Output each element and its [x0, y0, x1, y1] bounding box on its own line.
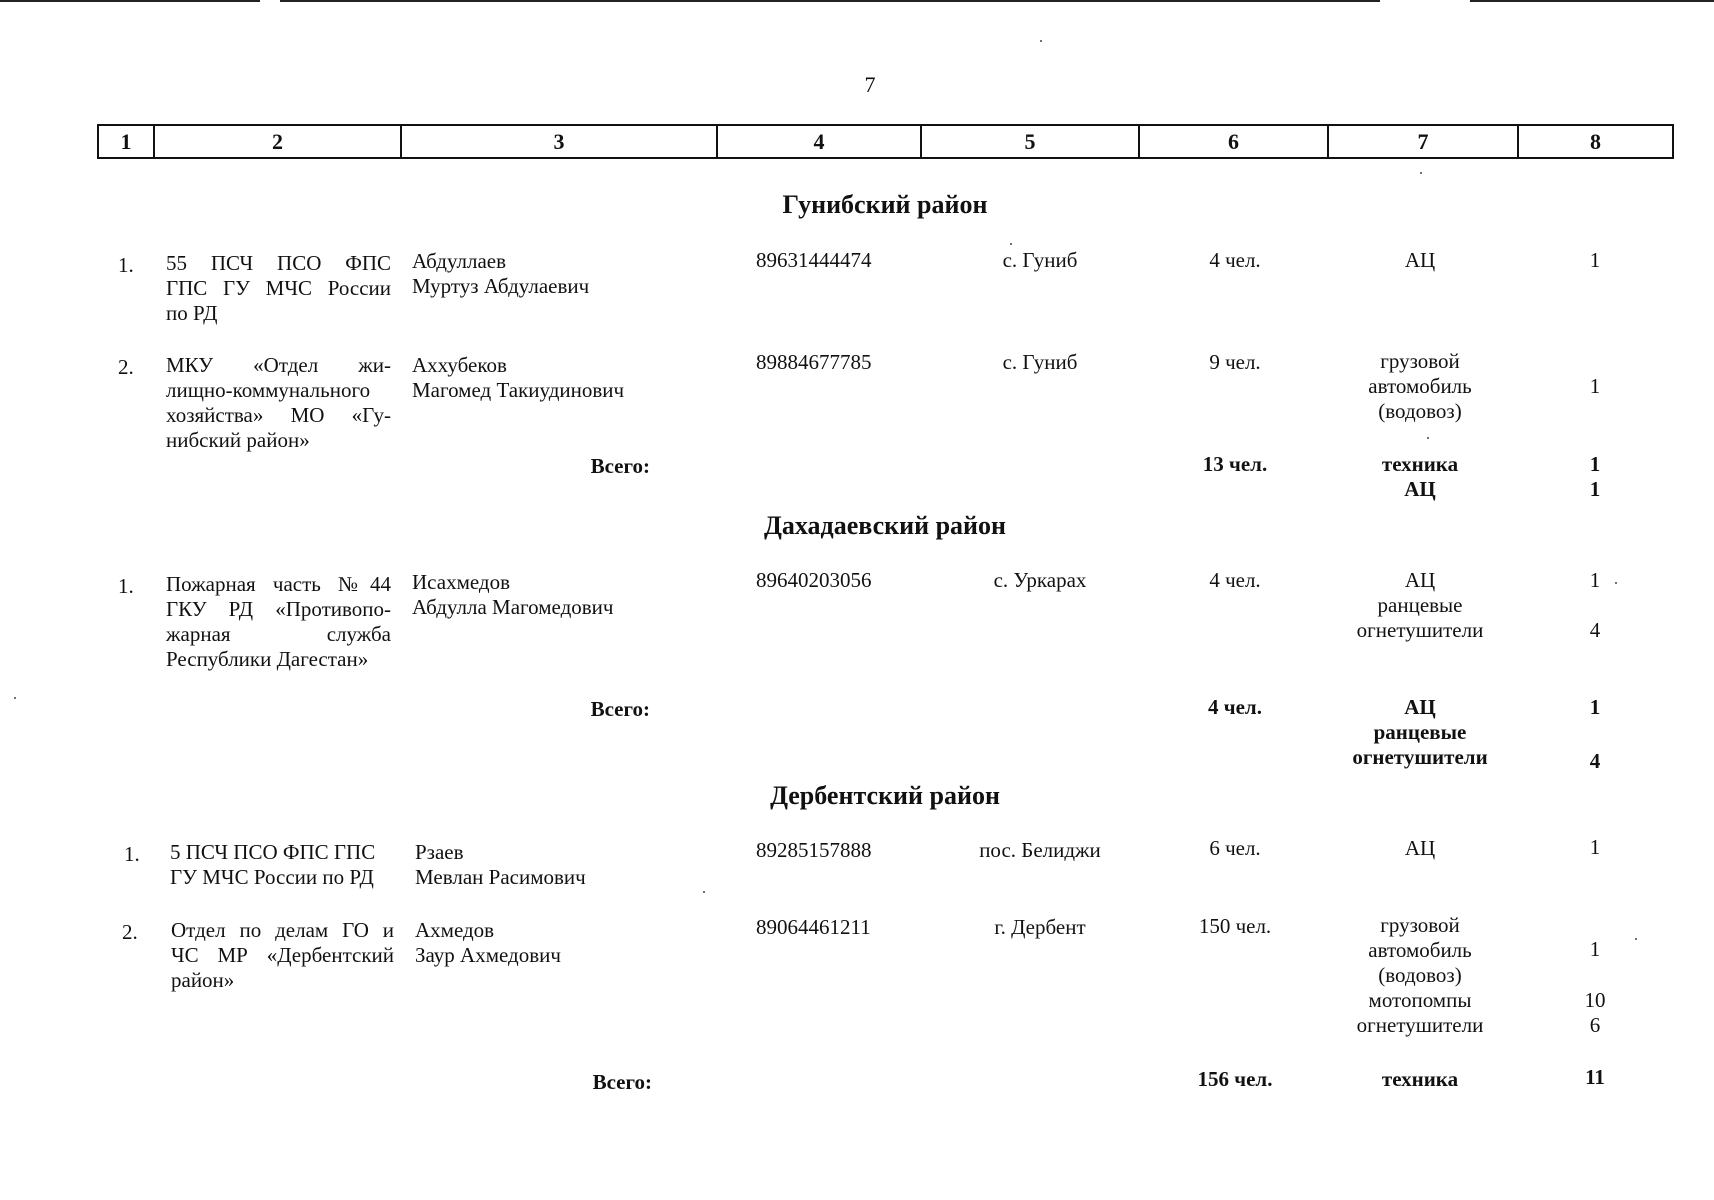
total-equipment-count: 4	[1589, 749, 1601, 773]
total-label: Всего:	[592, 1070, 652, 1094]
total-equipment-list	[1320, 452, 1520, 502]
row-number: 2.	[122, 920, 138, 944]
organization-line: 5 ПСЧ ПСО ФПС ГПС	[170, 840, 376, 864]
phone-cell: 89064461211	[756, 915, 871, 939]
location-cell: с. Гуниб	[1002, 248, 1078, 272]
equipment-count: 10	[1584, 988, 1606, 1012]
person-name: Муртуз Абдулаевич	[412, 274, 590, 298]
row-number: 1.	[124, 842, 140, 866]
district-heading: Дербентский район	[770, 781, 1000, 810]
equipment-item: грузовой	[1380, 349, 1460, 373]
total-equipment-count: 11	[1585, 1065, 1605, 1089]
scan-speck	[14, 697, 16, 699]
phone-cell: 89285157888	[756, 838, 872, 862]
total-label: Всего:	[590, 697, 650, 721]
location-cell: с. Уркарах	[993, 568, 1087, 592]
equipment-item: (водовоз)	[1378, 399, 1462, 423]
person-cell	[415, 840, 586, 890]
equipment-item: автомобиль	[1368, 938, 1472, 962]
total-equipment-item: техника	[1381, 452, 1459, 476]
column-header: 7	[1329, 126, 1519, 157]
person-surname: Рзаев	[415, 840, 464, 864]
organization-line: 55 ПСЧ ПСО ФПС	[166, 251, 391, 275]
phone-cell: 89640203056	[756, 568, 872, 592]
total-personnel: 156 чел.	[1197, 1067, 1273, 1091]
top-edge-line	[1470, 0, 1714, 2]
total-label: Всего:	[590, 454, 650, 478]
organization-line: ЧС МР «Дербентский	[171, 943, 394, 967]
page-number: 7	[864, 72, 876, 97]
location-cell: г. Дербент	[994, 915, 1086, 939]
phone-cell: 89884677785	[756, 350, 872, 374]
total-equipment-list	[1320, 695, 1520, 770]
equipment-count: 1	[1589, 835, 1601, 859]
scan-speck	[1427, 437, 1429, 439]
total-personnel: 13 чел.	[1202, 452, 1268, 476]
person-cell	[415, 918, 561, 968]
organization-line: Республики Дагестан»	[166, 647, 369, 671]
scan-speck	[1040, 40, 1042, 42]
organization-cell	[170, 840, 375, 890]
column-header: 6	[1140, 126, 1329, 157]
organization-line: лищно-коммунального	[166, 378, 371, 402]
organization-line: МКУ «Отдел жи-	[166, 353, 391, 377]
equipment-count: 1	[1589, 374, 1601, 398]
organization-cell	[166, 572, 391, 672]
equipment-list	[1320, 913, 1520, 1038]
total-equipment-item: АЦ	[1404, 695, 1436, 719]
person-name: Магомед Такиудинович	[412, 378, 625, 402]
person-cell	[412, 353, 624, 403]
equipment-item: грузовой	[1380, 913, 1460, 937]
equipment-list	[1320, 349, 1520, 424]
organization-line: по РД	[166, 301, 218, 325]
total-equipment-count: 1	[1589, 452, 1601, 476]
column-header-row	[97, 124, 1674, 159]
person-surname: Ахмедов	[415, 918, 495, 942]
organization-line: жарная служба	[166, 622, 391, 646]
personnel-count: 4 чел.	[1209, 248, 1261, 272]
district-heading: Гунибский район	[782, 190, 988, 219]
person-surname: Абдуллаев	[412, 249, 507, 273]
organization-line: нибский район»	[166, 428, 310, 452]
total-equipment-count: 1	[1589, 477, 1601, 501]
equipment-item: ранцевые	[1377, 593, 1463, 617]
location-cell: пос. Белиджи	[979, 838, 1101, 862]
row-number: 1.	[118, 253, 134, 277]
row-number: 2.	[118, 355, 134, 379]
top-edge-line	[0, 0, 260, 2]
total-personnel: 4 чел.	[1208, 695, 1262, 719]
organization-line: район»	[171, 968, 235, 992]
person-name: Абдулла Магомедович	[412, 595, 614, 619]
equipment-count: 4	[1589, 618, 1601, 642]
person-cell	[412, 570, 613, 620]
total-equipment-item: техника	[1381, 1067, 1459, 1091]
column-header: 3	[402, 126, 718, 157]
equipment-count: 1	[1589, 937, 1601, 961]
equipment-item: АЦ	[1404, 836, 1436, 860]
organization-line: Отдел по делам ГО и	[171, 918, 394, 942]
personnel-count: 6 чел.	[1209, 836, 1261, 860]
equipment-item: огнетушители	[1356, 618, 1484, 642]
equipment-count: 1	[1589, 568, 1601, 592]
person-name: Мевлан Расимович	[415, 865, 586, 889]
personnel-count: 9 чел.	[1209, 350, 1261, 374]
organization-line: ГУ МЧС России по РД	[170, 865, 374, 889]
location-cell: с. Гуниб	[1002, 350, 1078, 374]
column-header: 2	[155, 126, 402, 157]
column-header: 1	[99, 126, 155, 157]
equipment-item: АЦ	[1404, 248, 1436, 272]
column-header: 4	[718, 126, 922, 157]
total-equipment-count: 1	[1589, 695, 1601, 719]
district-heading: Дахадаевский район	[764, 511, 1006, 540]
scan-speck	[1010, 243, 1012, 245]
person-name: Заур Ахмедович	[415, 943, 561, 967]
organization-line: хозяйства» МО «Гу-	[166, 403, 391, 427]
organization-line: ГПС ГУ МЧС России	[166, 276, 391, 300]
equipment-item: мотопомпы	[1368, 988, 1472, 1012]
top-edge-line	[280, 0, 1380, 2]
equipment-item: АЦ	[1404, 568, 1436, 592]
equipment-item: огнетушители	[1356, 1013, 1484, 1037]
person-surname: Исахмедов	[412, 570, 510, 594]
equipment-count: 6	[1589, 1013, 1601, 1037]
scan-speck	[1420, 172, 1422, 174]
organization-cell	[171, 918, 394, 993]
organization-cell	[166, 251, 391, 326]
phone-cell: 89631444474	[756, 248, 872, 272]
person-cell	[412, 249, 589, 299]
row-number: 1.	[118, 574, 134, 598]
person-surname: Аххубеков	[412, 353, 507, 377]
equipment-item: (водовоз)	[1378, 963, 1462, 987]
column-header: 5	[922, 126, 1140, 157]
organization-cell	[166, 353, 391, 453]
organization-line: ГКУ РД «Противопо-	[166, 597, 391, 621]
total-equipment-item: огнетушители	[1352, 745, 1488, 769]
personnel-count: 4 чел.	[1209, 568, 1261, 592]
total-count-list	[1560, 452, 1630, 502]
scan-speck	[1635, 938, 1637, 940]
scan-speck	[703, 891, 705, 893]
equipment-item: автомобиль	[1368, 374, 1472, 398]
total-equipment-item: ранцевые	[1373, 720, 1467, 744]
equipment-list	[1320, 568, 1520, 643]
scan-speck	[1615, 582, 1617, 584]
equipment-count: 1	[1589, 248, 1601, 272]
total-equipment-item: АЦ	[1404, 477, 1436, 501]
personnel-count: 150 чел.	[1198, 914, 1272, 938]
column-header: 8	[1590, 128, 1601, 154]
organization-line: Пожарная часть №44	[166, 572, 391, 596]
